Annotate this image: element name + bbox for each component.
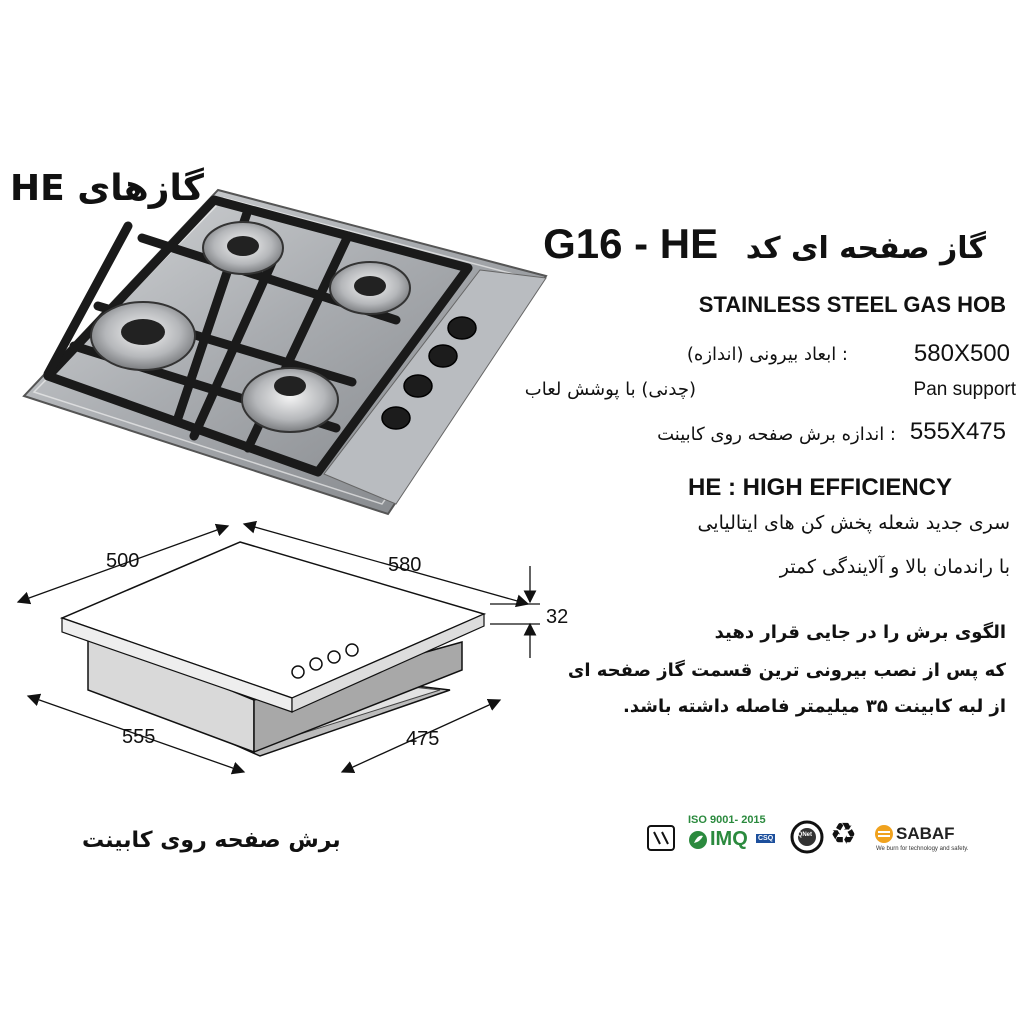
- sabaf-tagline: We burn for technology and safety.: [876, 846, 969, 852]
- certification-bar: [644, 812, 974, 862]
- spec-cutout-label: : اندازه برش صفحه روی کابینت: [657, 424, 896, 445]
- dim-top-left: 500: [106, 550, 140, 572]
- dim-bottom-left: 555: [122, 726, 156, 748]
- spec-dimensions-label: : ابعاد بیرونی (اندازه): [686, 344, 848, 365]
- he-line-2: با راندمان بالا و آلایندگی کمتر: [779, 556, 1010, 578]
- product-code: [543, 220, 986, 268]
- sabaf-label: SABAF: [896, 824, 955, 843]
- model-number: G16 - HE: [543, 220, 719, 267]
- he-line-1: سری جدید شعله پخش کن های ایتالیایی: [697, 512, 1010, 534]
- dim-height: 32: [546, 606, 569, 628]
- iqnet-label: IQNet: [796, 832, 813, 838]
- series-title: گازهای HE: [10, 168, 204, 209]
- spec-cutout-value: 555X475: [909, 418, 1006, 445]
- recycle-icon: ♻: [830, 817, 857, 852]
- he-heading: HE : HIGH EFFICIENCY: [688, 474, 953, 501]
- dim-top-right: 580: [388, 554, 422, 576]
- product-subtitle: STAINLESS STEEL GAS HOB: [698, 292, 1006, 317]
- install-note-line-1: الگوی برش را در جایی قرار دهید: [714, 622, 1006, 643]
- install-note-line-3: از لبه کابینت ۳۵ میلیمتر فاصله داشته باشد.: [623, 696, 1006, 717]
- imq-label: IMQ: [710, 828, 748, 850]
- spec-pan-support-label: (چدنی) با پوشش لعاب: [524, 379, 696, 400]
- iso-label: ISO 9001- 2015: [688, 814, 766, 826]
- install-note-line-2: که پس از نصب بیرونی ترین قسمت گاز صفحه ای: [567, 660, 1006, 681]
- leaf-icon: [688, 830, 708, 850]
- cut-caption: برش صفحه روی کابینت: [82, 828, 341, 853]
- cutout-dimension-diagram: [0, 520, 600, 790]
- product-code-label: گاز صفحه ای کد: [745, 231, 986, 266]
- spec-dimensions-value: 580X500: [913, 340, 1010, 367]
- install-manual-icon: [644, 822, 680, 854]
- sabaf-logo-icon: [874, 824, 894, 844]
- csq-label: CSQ: [758, 835, 774, 842]
- dim-bottom-right: 475: [406, 728, 440, 750]
- spec-pan-support-value: Pan support: [913, 379, 1016, 400]
- gas-hob-photo: [18, 186, 558, 516]
